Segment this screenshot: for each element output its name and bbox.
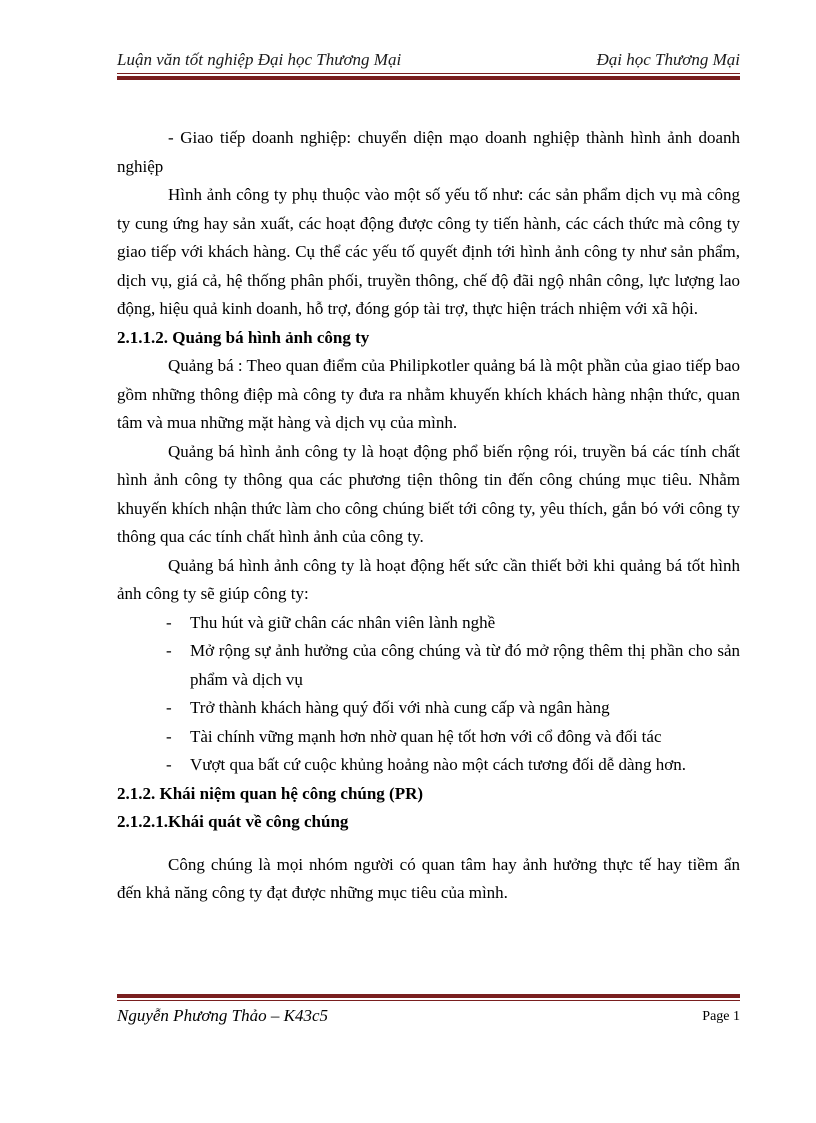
- bullet-dash: -: [166, 755, 172, 774]
- paragraph-business-communication: - Giao tiếp doanh nghiệp: chuyển diện mạo doanh nghiệp thành hình ảnh doanh nghiệp: [117, 128, 740, 176]
- bullet-dash: -: [166, 726, 172, 746]
- header-rule-thick: [117, 76, 740, 80]
- footer-rule-thick: [117, 994, 740, 998]
- header-rule-thin: [117, 73, 740, 74]
- paragraph-promotion-activity: Quảng bá hình ảnh công ty là hoạt động phổ biến rộng rói, truyền bá các tính chất hình ảnh công ty thông qua các phương tiện thông tin đến công chúng mục tiêu. Nhằm khuyến khích nhận thức làm cho công chúng biết tới công ty, yêu thích, gắn bó với công ty thông qua các tính chất hình ảnh của công ty.: [117, 441, 740, 546]
- list-item: [117, 609, 740, 638]
- list-item-text: Mở rộng sự ảnh hưởng của công chúng và từ đó mở rộng thêm thị phần cho sản phẩm và dịch vụ: [190, 641, 740, 689]
- heading-text: Khái quát về công chúng: [168, 812, 349, 831]
- footer-author: Nguyễn Phương Thảo – K43c5: [117, 1006, 328, 1025]
- list-item-text: Thu hút và giữ chân các nhân viên lành nghề: [190, 612, 496, 632]
- list-item: [117, 694, 740, 723]
- paragraph-company-image-factors: Hình ảnh công ty phụ thuộc vào một số yếu tố như: các sản phẩm dịch vụ mà công ty cung ứng hay sản xuất, các hoạt động được công ty tiến hành, các cách thức mà công ty giao tiếp với khách hàng. Cụ thể các yếu tố quyết định tới hình ảnh công ty như sản phẩm, dịch vụ, giá cả, hệ thống phân phối, truyền thông, chế độ đãi ngộ nhân công, lực lượng lao động, hiệu quả kinh doanh, hỗ trợ, đóng góp tài trợ, thực hiện trách nhiệm với xã hội.: [117, 185, 740, 318]
- heading-number: 2.1.2.1.: [117, 812, 168, 831]
- bullet-dash: -: [166, 612, 172, 632]
- list-item: [117, 723, 740, 752]
- list-item-text: Vượt qua bất cứ cuộc khủng hoảng nào một cách tương đối dễ dàng hơn.: [190, 755, 687, 774]
- heading-pr-concept: 2.1.2. Khái niệm quan hệ công chúng (PR): [117, 783, 424, 803]
- benefits-list: [117, 609, 740, 780]
- spacer: [117, 837, 740, 851]
- bullet-dash: -: [166, 641, 172, 660]
- paragraph-public-definition: Công chúng là mọi nhóm người có quan tâm hay ảnh hưởng thực tế hay tiềm ẩn đến khả năng công ty đạt được những mục tiêu của mình.: [117, 854, 740, 902]
- list-item-text: Trở thành khách hàng quý đối với nhà cung cấp và ngân hàng: [190, 698, 610, 717]
- page-number: Page 1: [702, 1009, 740, 1024]
- heading-public-overview: [117, 808, 740, 837]
- bullet-dash: -: [166, 698, 172, 717]
- heading-company-image-promotion: 2.1.1.2. Quảng bá hình ảnh công ty: [117, 327, 370, 347]
- page-footer: [117, 1006, 740, 1032]
- paragraph-promotion-definition: Quảng bá : Theo quan điểm của Philipkotler quảng bá là một phần của giao tiếp bao gồm những thông điệp mà công ty đưa ra nhằm khuyến khích khách hàng nhận thức, quan tâm và mua những mặt hàng và dịch vụ của mình.: [117, 356, 740, 432]
- page-header: [117, 48, 740, 74]
- list-item: [117, 751, 740, 780]
- header-university: Đại học Thương Mại: [596, 50, 740, 69]
- list-item: [117, 637, 740, 694]
- header-thesis-title: Luận văn tốt nghiệp Đại học Thương Mại: [117, 50, 402, 69]
- footer-rule-thin: [117, 1000, 740, 1001]
- page-body: [117, 124, 740, 908]
- paragraph-promotion-benefits-intro: Quảng bá hình ảnh công ty là hoạt động hết sức cần thiết bởi khi quảng bá tốt hình ảnh công ty sẽ giúp công ty:: [117, 555, 740, 603]
- list-item-text: Tài chính vững mạnh hơn nhờ quan hệ tốt hơn với cổ đông và đối tác: [190, 726, 662, 746]
